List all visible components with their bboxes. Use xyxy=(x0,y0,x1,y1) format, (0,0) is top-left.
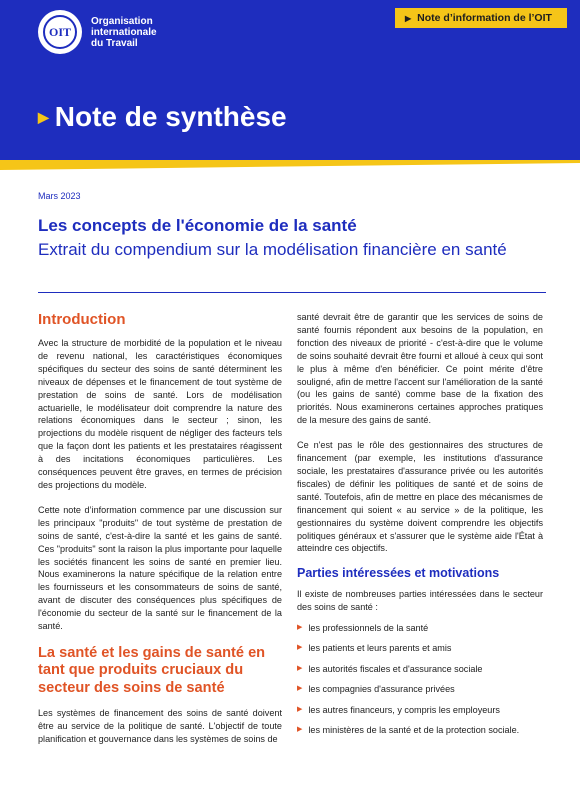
paragraph: Cette note d’information commence par une discussion sur les principaux "produits" de tout système de prestation de soins de santé, c'est-à-dire la santé et les gains de santé. Ces "produits" sont la raison la plus importante pour laquelle les sociétés financent les soins de santé en premier lieu. Nous examinerons la nature spécifique de la relation entre les fournisseurs et les consommateurs de soins de santé, avant de discuter des conséquences plus spécifiques de l'économie du secteur de la santé sur le financement de la santé. xyxy=(38,504,282,632)
list-item-text: les professionnels de la santé xyxy=(308,623,429,634)
paragraph: Avec la structure de morbidité de la population et le niveau de revenu national, les caractéristiques économiques spécifiques du secteur des soins de santé déterminent les niveaux de dépenses et le financement de tout système de prestation de soins de santé. Lors de modélisation actuarielle, le modélisateur doit comprendre la nature des relations économiques dans le secteur ; sinon, les projections du modèle risquent de négliger des facteurs tels que la façon dont les patients et les prestataires réagissent à des incitations économiques particulières. Les conséquences peuvent être graves, en termes de précision des projections du modèle. xyxy=(38,338,282,490)
org-name-line2: internationale xyxy=(91,26,157,38)
paragraph: Ce n'est pas le rôle des gestionnaires des structures de financement (par exemple, les institutions d'assurance sociale, les prestataires d'assurance privée ou les autorités fiscales) de définir les politiques de santé et de soins de santé. Toutefois, afin de mettre en place des mécanismes de financement qui soient « au service » de la politique, les gestionnaires du système doivent comprendre les objectifs politiques généraux et s'assurer que le système aide l'État à atteindre ces objectifs. xyxy=(297,440,543,554)
badge-label: Note d’information de l’OIT xyxy=(417,12,552,24)
list-item-text: les patients et leurs parents et amis xyxy=(308,643,452,654)
heading-divider xyxy=(38,292,546,293)
list-item-text: les compagnies d'assurance privées xyxy=(308,684,455,695)
org-name-line3: du Travail xyxy=(91,37,138,49)
document-subheading: Extrait du compendium sur la modélisation financière en santé xyxy=(38,240,507,259)
page-title xyxy=(38,101,287,133)
paragraph: santé devrait être de garantir que les services de soins de santé fournis répondent aux besoins de la population, en fonction des niveaux de priorité - c'est-à-dire que le volume de soins souhaité devrait être fourni et alloué à ceux qui sont le plus à même d'en bénéficier. Ce point mérite d'être souligné, afin de mettre l'accent sur l'amélioration de la santé (ou les gains de santé) comme base de la fixation des priorités. Nous examinerons certaines approches pratiques de la mesure des gains de santé. xyxy=(297,312,543,426)
list-item xyxy=(297,642,543,655)
org-name-line1: Organisation xyxy=(91,15,153,27)
bullet-arrow-icon: ▶ xyxy=(297,685,303,693)
section-title-introduction: Introduction xyxy=(38,311,126,328)
emblem-lettering: OIT xyxy=(43,15,77,49)
document-type-badge xyxy=(395,8,567,28)
list-item xyxy=(297,663,543,676)
list-item-text: les autorités fiscales et d'assurance sociale xyxy=(308,663,483,674)
page-title-text: Note de synthèse xyxy=(54,101,287,132)
list-item-text: les autres financeurs, y compris les employeurs xyxy=(308,704,500,715)
list-item xyxy=(297,683,543,696)
paragraph: Il existe de nombreuses parties intéressées dans le secteur des soins de santé : xyxy=(297,589,543,613)
header-band xyxy=(0,0,580,160)
section-title-health-gains: La santé et les gains de santé en tant que produits cruciaux du secteur des soins de santé xyxy=(38,644,266,696)
bullet-arrow-icon: ▶ xyxy=(297,705,303,713)
left-column xyxy=(38,311,282,758)
triangle-icon: ▶ xyxy=(405,13,412,23)
stakeholder-list xyxy=(297,622,543,737)
yellow-stripe xyxy=(0,160,580,170)
list-item xyxy=(297,622,543,635)
section-title-stakeholders: Parties intéressées et motivations xyxy=(297,566,500,581)
ilo-emblem-icon xyxy=(38,10,82,54)
bullet-arrow-icon: ▶ xyxy=(297,726,303,734)
bullet-arrow-icon: ▶ xyxy=(297,664,303,672)
right-column xyxy=(297,311,543,744)
publication-date: Mars 2023 xyxy=(38,191,81,201)
list-item xyxy=(297,704,543,717)
ilo-logo xyxy=(38,10,157,54)
document-heading: Les concepts de l'économie de la santé xyxy=(38,216,357,235)
org-name xyxy=(91,16,157,49)
triangle-icon: ▶ xyxy=(38,108,49,125)
paragraph: Les systèmes de financement des soins de santé doivent être au service de la politique de santé. L'objectif de toute planification et gouvernance dans les systèmes de soins de xyxy=(38,708,282,745)
bullet-arrow-icon: ▶ xyxy=(297,624,303,632)
bullet-arrow-icon: ▶ xyxy=(297,644,303,652)
list-item-text: les ministères de la santé et de la protection sociale. xyxy=(308,725,520,736)
list-item xyxy=(297,724,543,737)
